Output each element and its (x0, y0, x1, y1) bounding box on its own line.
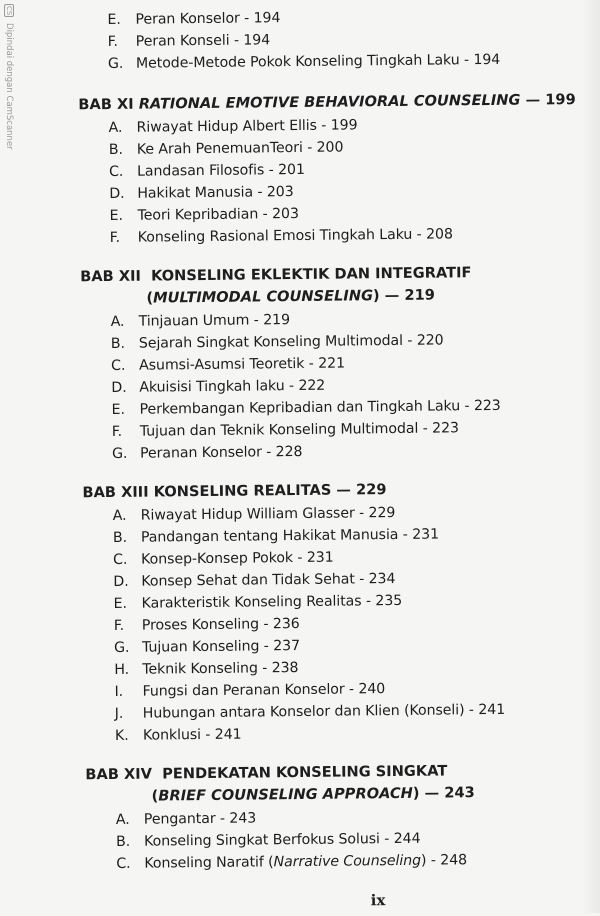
entry-letter: C. (108, 163, 124, 180)
chapter-heading-bab-xiv: BAB XIV PENDEKATAN KONSELING SINGKAT (85, 762, 448, 784)
entry-text: Riwayat Hidup William Glasser - 229 (140, 505, 396, 524)
entry-letter: B. (108, 141, 123, 158)
chapter-heading-bab-xiv-sub (152, 784, 475, 804)
entry-text: Teknik Konseling - 238 (142, 660, 299, 678)
entry-letter: E. (111, 401, 125, 418)
toc-entry (112, 420, 459, 440)
entry-text: Riwayat Hidup Albert Ellis - 199 (136, 117, 358, 136)
entry-letter: B. (116, 833, 131, 850)
entry-letter: A. (112, 507, 127, 524)
entry-letter: G. (107, 55, 124, 72)
toc-entry (108, 52, 500, 72)
entry-letter: H. (114, 661, 130, 678)
entry-letter: F. (113, 617, 125, 634)
entry-text: Proses Konseling - 236 (141, 616, 300, 634)
toc-entry (108, 32, 271, 50)
entry-text: Ke Arah PenemuanTeori - 200 (136, 139, 344, 158)
toc-entry (114, 660, 298, 678)
toc-entry (111, 332, 444, 351)
chapter-page: — 199 (525, 91, 576, 109)
entry-letter: E. (109, 207, 123, 224)
entry-text: Hubungan antara Konselor dan Klien (Konseli) - 241 (142, 701, 506, 722)
toc-entry (114, 593, 403, 612)
chapter-paren-open: ( (151, 787, 159, 805)
chapter-title: BRIEF COUNSELING APPROACH (158, 784, 413, 805)
toc-entry (113, 550, 334, 568)
entry-text: Peran Konselor - 194 (135, 10, 281, 28)
toc-entry (109, 140, 344, 158)
entry-text: Peran Konseli - 194 (135, 32, 271, 50)
entry-letter: B. (112, 529, 128, 546)
entry-letter: A. (110, 313, 125, 330)
toc-entry (113, 505, 396, 524)
entry-letter: G. (113, 639, 130, 656)
entry-letter: J. (114, 705, 124, 722)
entry-letter: A. (108, 119, 123, 136)
entry-text: Konsep Sehat dan Tidak Sehat - 234 (141, 571, 396, 590)
entry-text: Tinjauan Umum - 219 (138, 312, 291, 330)
page-edge-shadow (582, 0, 600, 913)
toc-entry (115, 702, 506, 722)
entry-letter: G. (111, 445, 128, 462)
entry-text: Tujuan Konseling - 237 (141, 638, 301, 656)
entry-letter: D. (109, 185, 125, 202)
entry-letter: E. (107, 11, 121, 28)
toc-entry (109, 206, 298, 224)
entry-letter: C. (113, 551, 128, 568)
chapter-heading-bab-xii: BAB XII KONSELING EKLEKTIK DAN INTEGRATIF (80, 264, 472, 286)
toc-entry (116, 852, 467, 872)
toc-entry (113, 571, 395, 590)
entry-text: Peranan Konselor - 228 (139, 443, 303, 462)
entry-text: Konsep-Konsep Pokok - 231 (141, 549, 334, 568)
entry-text: Karakteristik Konseling Realitas - 235 (141, 592, 403, 612)
toc-entry (109, 162, 305, 180)
entry-letter: F. (109, 229, 121, 246)
entry-text: Perkembangan Kepribadian dan Tingkah Laku - 223 (139, 397, 501, 418)
entry-letter: F. (107, 33, 119, 50)
entry-text: Asumsi-Asumsi Teoretik - 221 (139, 355, 346, 374)
entry-text: Konseling Naratif ( (144, 854, 274, 872)
toc-entry (111, 312, 290, 330)
chapter-heading-bab-xiii: BAB XIII KONSELING REALITAS — 229 (82, 481, 387, 502)
page-number: ix (370, 891, 386, 910)
entry-letter: F. (111, 423, 123, 440)
entry-text: Pengantar - 243 (143, 810, 257, 828)
entry-letter: C. (111, 357, 126, 374)
entry-text-italic: Narrative Counseling (273, 852, 422, 871)
toc-entry (109, 184, 293, 202)
entry-text: Sejarah Singkat Konseling Multimodal - 220 (138, 332, 444, 352)
entry-text: Metode-Metode Pokok Konseling Tingkah Laku - 194 (135, 51, 501, 72)
toc-entry (113, 527, 439, 546)
chapter-paren-open: ( (146, 289, 154, 307)
entry-text: Teori Kepribadian - 203 (137, 205, 299, 224)
chapter-heading-bab-xii-sub (146, 287, 435, 307)
entry-letter: D. (113, 573, 129, 590)
toc-entry (110, 226, 453, 246)
camscanner-logo-icon: CS (5, 6, 13, 16)
toc-entry (115, 727, 242, 744)
chapter-page: ) — 243 (412, 784, 475, 802)
entry-text: Pandangan tentang Hakikat Manusia - 231 (140, 526, 440, 546)
entry-letter: E. (113, 595, 127, 612)
chapter-title: MULTIMODAL COUNSELING (152, 287, 374, 307)
entry-letter: D. (111, 379, 127, 396)
chapter-prefix: BAB XI (78, 95, 134, 114)
entry-text-end: ) - 248 (420, 852, 468, 869)
toc-entry (116, 810, 256, 827)
entry-letter: I. (114, 683, 124, 700)
chapter-heading-bab-xi (78, 91, 575, 113)
entry-letter: A. (115, 811, 130, 828)
chapter-title: RATIONAL EMOTIVE BEHAVIORAL COUNSELING (138, 91, 521, 113)
toc-entry (116, 831, 421, 850)
entry-letter: K. (114, 727, 129, 744)
entry-text: Konklusi - 241 (142, 726, 242, 744)
toc-entry (107, 10, 280, 28)
toc-entry (111, 398, 500, 418)
entry-text: Akuisisi Tingkah laku - 222 (139, 377, 326, 396)
watermark-text: Dipindai dengan CamScanner (4, 23, 14, 150)
entry-letter: B. (110, 335, 126, 352)
entry-text: Tujuan dan Teknik Konseling Multimodal - 223 (139, 420, 459, 440)
toc-entry (114, 681, 385, 700)
entry-text: Konseling Rasional Emosi Tingkah Laku - 208 (137, 226, 453, 246)
entry-letter: C. (116, 855, 131, 872)
toc-entry (112, 444, 303, 462)
chapter-page: ) — 219 (372, 286, 435, 305)
toc-entry (111, 356, 345, 374)
entry-text: Landasan Filosofis - 201 (136, 161, 305, 180)
toc-entry (114, 638, 300, 656)
entry-text: Fungsi dan Peranan Konselor - 240 (142, 681, 386, 700)
toc-entry (114, 616, 300, 634)
entry-text: Hakikat Manusia - 203 (137, 184, 294, 202)
toc-entry (111, 378, 325, 396)
entry-text: Konseling Singkat Berfokus Solusi - 244 (144, 830, 421, 850)
toc-entry (109, 117, 358, 136)
